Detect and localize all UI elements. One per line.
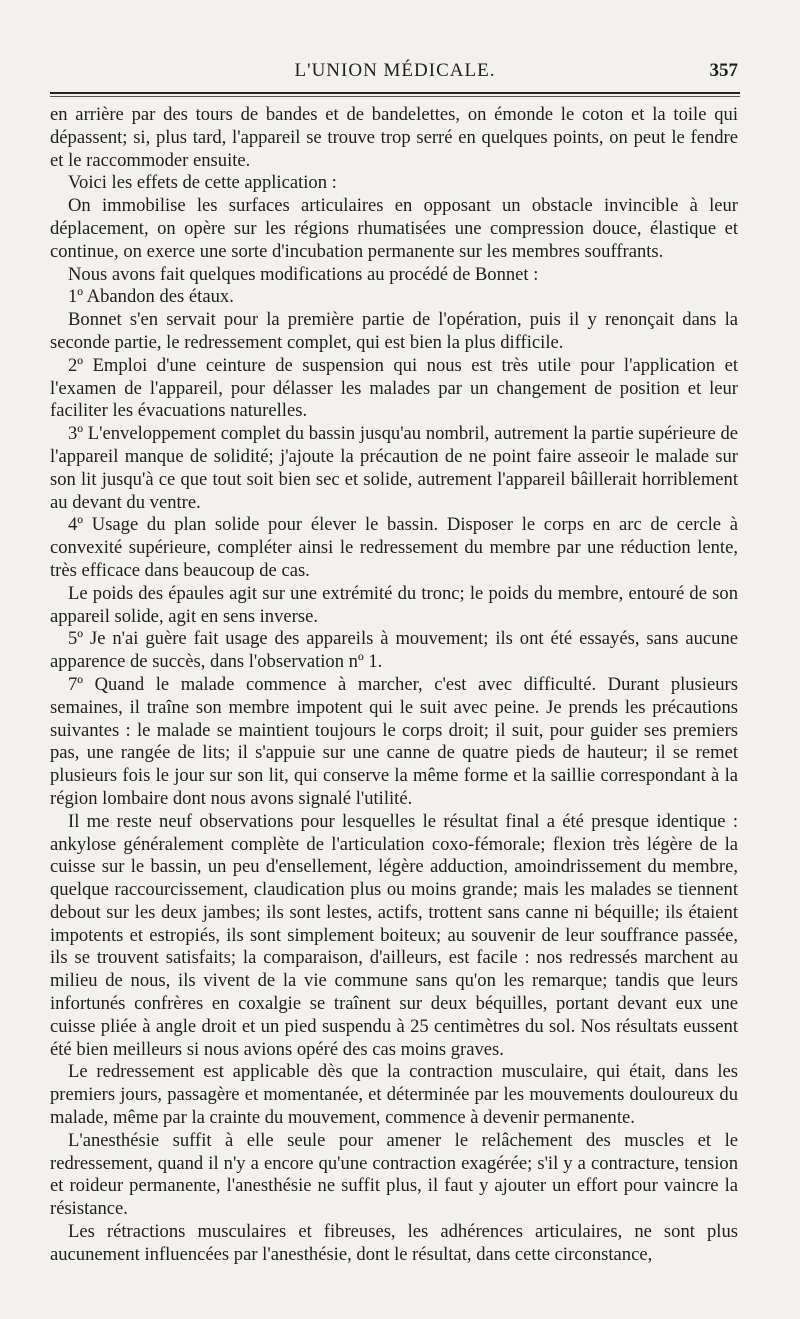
running-header — [50, 58, 740, 86]
paragraph: Nous avons fait quelques modifications au procédé de Bonnet : — [68, 263, 539, 285]
paragraph: 1º Abandon des étaux. — [68, 286, 234, 308]
paragraph: 7º Quand le malade commence à marcher, c'est avec difficulté. Durant plusieurs semaines, il traîne son membre impotent qui le suit avec peine. Je prends les précautions suivantes : le malade se maintient toujours le corps droit; il suit, pour guider ses premiers pas, une rangée de lits; il s'appuie sur une canne de quatre pieds de hauteur; il se remet plusieurs fois le jour sur son lit, qui conserve la même forme et la saillie correspondant à la région lombaire dont nous avons signalé l'utilité. — [50, 673, 738, 809]
body-text — [50, 104, 738, 1267]
paragraph: en arrière par des tours de bandes et de bandelettes, on émonde le coton et la toile qui dépassent; si, plus tard, l'appareil se trouve trop serré en quelques points, on peut le fendre et le raccommoder ensuite. — [50, 104, 738, 171]
paragraph: 4º Usage du plan solide pour élever le bassin. Disposer le corps en arc de cercle à convexité supérieure, compléter ainsi le redressement du membre par une réduction lente, très efficace dans beaucoup de cas. — [50, 514, 738, 581]
journal-title: L'UNION MÉDICALE. — [294, 60, 496, 81]
paragraph: L'anesthésie suffit à elle seule pour amener le relâchement des muscles et le redressement, quand il n'y a encore qu'une contraction exagérée; s'il y a contracture, tension et roideur permanente, l'anesthésie ne suffit plus, il faut y ajouter un effort pour vaincre la résistance. — [50, 1129, 738, 1220]
page-number: 357 — [709, 60, 738, 81]
paragraph: Le redressement est applicable dès que la contraction musculaire, qui était, dans les premiers jours, passagère et momentanée, et déterminée par les mouvements douloureux du malade, même par la crainte du mouvement, commence à devenir permanente. — [50, 1061, 738, 1129]
paragraph: Il me reste neuf observations pour lesquelles le résultat final a été presque identique : ankylose généralement complète de l'articulation coxo-fémorale; flexion très légère de la cuisse sur le bassin, un peu d'ensellement, légère adduction, amoindrissement du membre, quelque raccourcissement, claudication plus ou moins grande; mais les malades se tiennent debout sur les deux jambes; ils sont lestes, actifs, trottent sans canne ni béquille; ils étaient impotents et estropiés, ils sont simplement boiteux; au souvenir de leur souffrance passée, ils se trouvent satisfaits; la comparaison, d'ailleurs, est facile : nos redressés marchent au milieu de nous, ils vivent de la vie commune sans qu'on les remarque; tandis que leurs infortunés confrères en coxalgie se traînent sur deux béquilles, portant devant eux une cuisse pliée à angle droit et un pied suspendu à 25 centimètres du sol. Nos résultats eussent été bien meilleurs si nous avions opéré des cas moins graves. — [50, 810, 738, 1060]
paragraph: Voici les effets de cette application : — [68, 172, 337, 194]
paragraph: 5º Je n'ai guère fait usage des appareils à mouvement; ils ont été essayés, sans aucune apparence de succès, dans l'observation nº 1. — [50, 628, 738, 673]
paragraph: 2º Emploi d'une ceinture de suspension qui nous est très utile pour l'application et l'examen de l'appareil, pour délasser les malades par un changement de position et leur faciliter les évacuations naturelles. — [50, 354, 738, 422]
paragraph: 3º L'enveloppement complet du bassin jusqu'au nombril, autrement la partie supérieure de l'appareil manque de solidité; j'ajoute la précaution de ne point faire asseoir le malade sur son lit jusqu'à ce que tout soit bien sec et solide, autrement l'appareil bâillerait horriblement au devant du ventre. — [50, 423, 738, 513]
header-rule-thin — [50, 96, 740, 97]
header-rule — [50, 92, 740, 94]
paragraph: Les rétractions musculaires et fibreuses, les adhérences articulaires, ne sont plus aucunement influencées par l'anesthésie, dont le résultat, dans cette circonstance, — [50, 1221, 738, 1265]
paragraph: Le poids des épaules agit sur une extrémité du tronc; le poids du membre, entouré de son appareil solide, agit en sens inverse. — [50, 582, 738, 627]
paragraph: Bonnet s'en servait pour la première partie de l'opération, puis il y renonçait dans la seconde partie, le redressement complet, qui est bien la plus difficile. — [50, 309, 738, 353]
paragraph: On immobilise les surfaces articulaires en opposant un obstacle invincible à leur déplacement, on opère sur les régions rhumatisées une compression douce, élastique et continue, on exerce une sorte d'incubation permanente sur les membres souffrants. — [50, 195, 738, 262]
